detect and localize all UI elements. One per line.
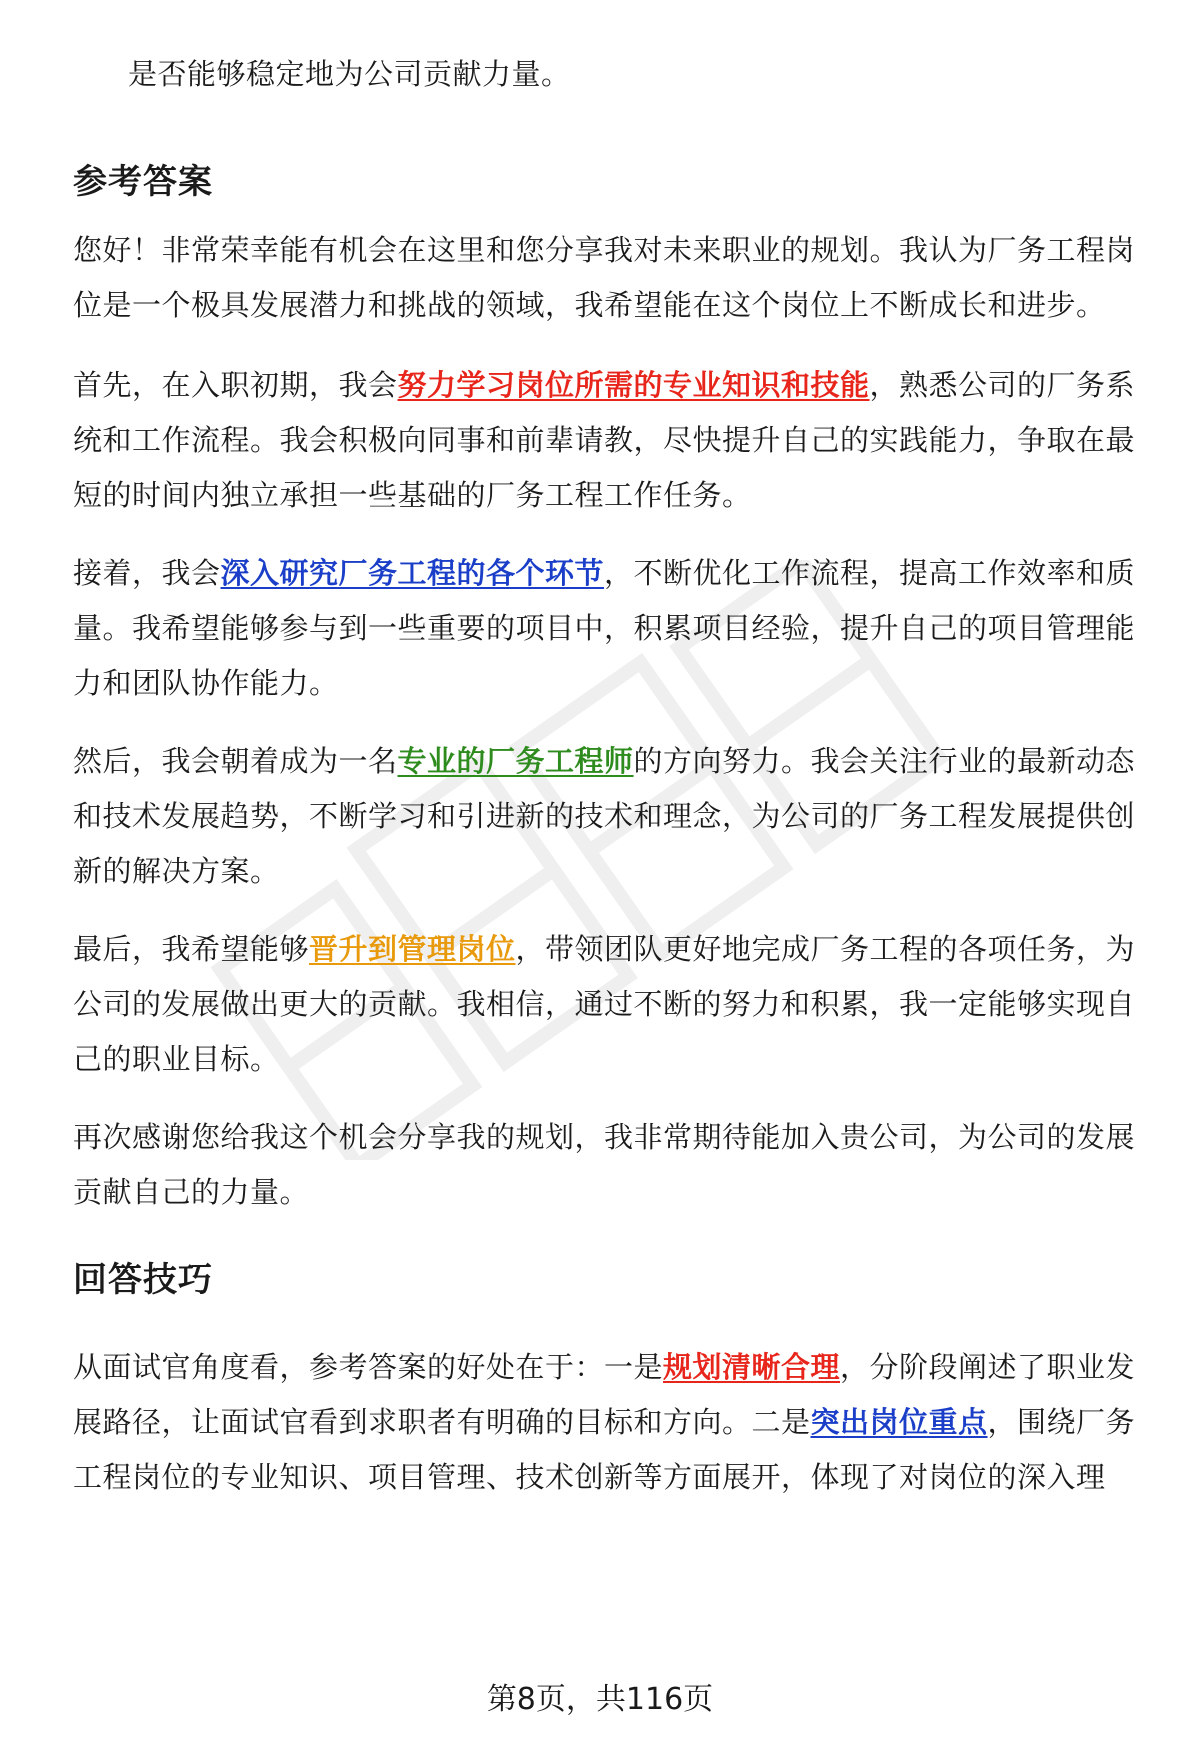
paragraph-2-text-post: ，熟悉公司的厂务系 xyxy=(869,368,1136,402)
section-title-answer-tips: 回答技巧 xyxy=(73,1260,213,1300)
paragraph-4-line-1 xyxy=(73,741,1135,781)
highlight-promotion-management: 晋升到管理岗位 xyxy=(309,932,516,966)
intro-tail-text: 是否能够稳定地为公司贡献力量。 xyxy=(128,57,571,91)
paragraph-2-text-pre: 首先，在入职初期，我会 xyxy=(73,368,398,402)
highlight-job-focus: 突出岗位重点 xyxy=(810,1405,988,1439)
paragraph-6-line-2: 贡献自己的力量。 xyxy=(73,1175,310,1209)
paragraph-3-line-1 xyxy=(73,553,1135,593)
tips-text-pre-2: 展路径，让面试官看到求职者有明确的目标和方向。二是 xyxy=(73,1405,811,1439)
tips-paragraph-line-2 xyxy=(73,1402,1135,1442)
paragraph-4-line-2: 和技术发展趋势，不断学习和引进新的技术和理念，为公司的厂务工程发展提供创 xyxy=(73,799,1136,833)
paragraph-4-line-3: 新的解决方案。 xyxy=(73,854,280,888)
page-number-footer: 第8页，共116页 xyxy=(486,1682,714,1717)
paragraph-2-line-2: 统和工作流程。我会积极向同事和前辈请教，尽快提升自己的实践能力，争取在最 xyxy=(73,423,1136,457)
paragraph-3-text-post: ，不断优化工作流程，提高工作效率和质 xyxy=(604,556,1136,590)
paragraph-3-line-3: 力和团队协作能力。 xyxy=(73,666,339,700)
section-title-reference-answer: 参考答案 xyxy=(73,162,213,202)
tips-text-post-2: ，围绕厂务 xyxy=(987,1405,1136,1439)
paragraph-1-line-2: 位是一个极具发展潜力和挑战的领域，我希望能在这个岗位上不断成长和进步。 xyxy=(73,288,1106,322)
paragraph-5-text-pre: 最后，我希望能够 xyxy=(73,932,310,966)
paragraph-5-text-post: ，带领团队更好地完成厂务工程的各项任务，为 xyxy=(515,932,1136,966)
paragraph-6-line-1: 再次感谢您给我这个机会分享我的规划，我非常期待能加入贵公司，为公司的发展 xyxy=(73,1120,1136,1154)
highlight-research-links: 深入研究厂务工程的各个环节 xyxy=(220,556,605,590)
paragraph-1-line-1: 您好！非常荣幸能有机会在这里和您分享我对未来职业的规划。我认为厂务工程岗 xyxy=(73,233,1136,267)
paragraph-5-line-1 xyxy=(73,929,1135,969)
paragraph-2-line-3: 短的时间内独立承担一些基础的厂务工程工作任务。 xyxy=(73,478,752,512)
highlight-learn-skills: 努力学习岗位所需的专业知识和技能 xyxy=(397,368,870,402)
watermark-graphic xyxy=(170,560,1070,1160)
paragraph-2-line-1 xyxy=(73,365,1135,405)
paragraph-3-line-2: 量。我希望能够参与到一些重要的项目中，积累项目经验，提升自己的项目管理能 xyxy=(73,611,1136,645)
paragraph-5-line-2: 公司的发展做出更大的贡献。我相信，通过不断的努力和积累，我一定能够实现自 xyxy=(73,987,1136,1021)
tips-text-post-1: ，分阶段阐述了职业发 xyxy=(840,1350,1136,1384)
tips-paragraph-line-3: 工程岗位的专业知识、项目管理、技术创新等方面展开，体现了对岗位的深入理 xyxy=(73,1460,1106,1494)
paragraph-4-text-pre: 然后，我会朝着成为一名 xyxy=(73,744,398,778)
paragraph-4-text-post: 的方向努力。我会关注行业的最新动态 xyxy=(633,744,1136,778)
paragraph-3-text-pre: 接着，我会 xyxy=(73,556,221,590)
tips-paragraph-line-1 xyxy=(73,1347,1135,1387)
highlight-professional-engineer: 专业的厂务工程师 xyxy=(397,744,634,778)
tips-text-pre-1: 从面试官角度看，参考答案的好处在于：一是 xyxy=(73,1350,664,1384)
paragraph-5-line-3: 己的职业目标。 xyxy=(73,1042,280,1076)
highlight-clear-plan: 规划清晰合理 xyxy=(663,1350,841,1384)
